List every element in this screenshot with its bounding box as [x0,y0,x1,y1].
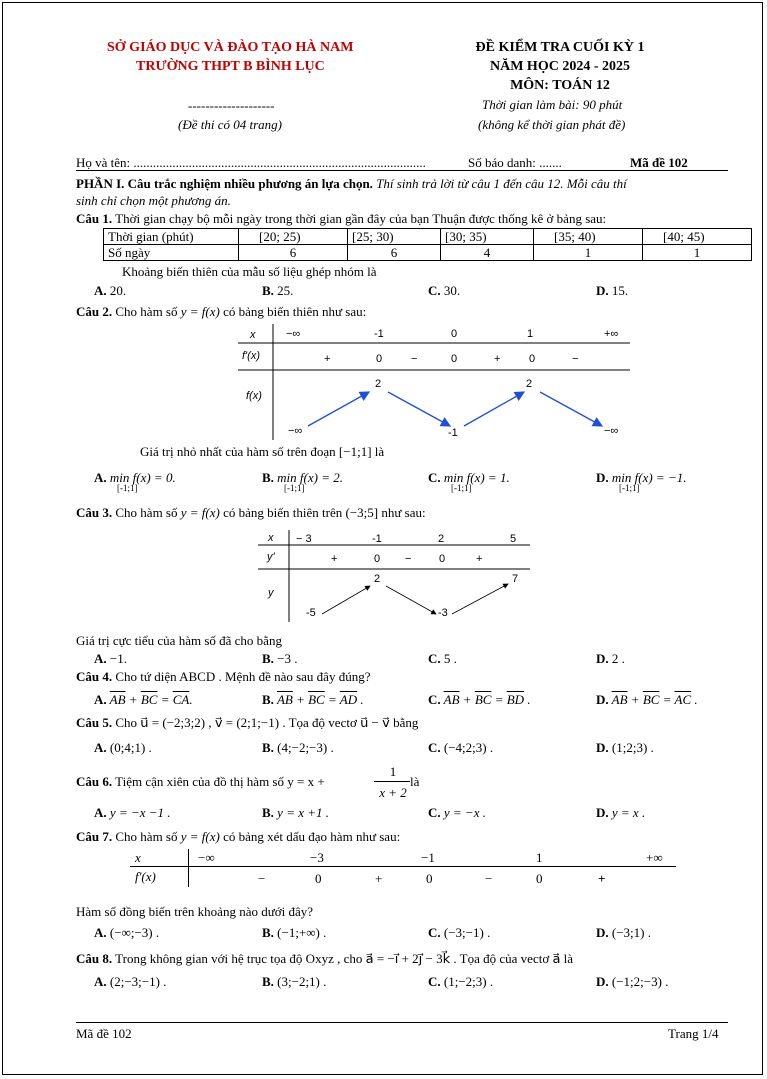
bbt-sign: 0 [439,553,446,565]
answer-label: B. [262,651,274,666]
sign-table-sign: − [485,871,493,886]
answer-label: D. [596,974,609,989]
q1-frequency-table [103,228,752,261]
bbt-y-value: 2 [374,573,381,585]
bbt-f-label: f(x) [246,390,262,402]
answer-label: D. [596,692,609,707]
answer-label: C. [428,692,441,707]
duration-note: (không kể thời gian phát đề) [478,117,626,132]
q7-answer-b[interactable] [262,925,326,941]
q6-answer-b[interactable] [262,805,329,821]
answer-text: min f(x) = −1. [611,470,687,485]
exam-code: Mã đề 102 [630,155,688,170]
answer-text: −3 . [273,651,298,666]
vector-term: $\overline{BC}$ [140,692,158,707]
school-year: NĂM HỌC 2024 - 2025 [490,59,630,74]
bbt-f-value: −∞ [604,425,619,437]
answer-text: (4;−2;−3) . [273,740,334,755]
bbt-f-value: 2 [526,378,533,390]
bbt-y-value: -3 [438,607,448,619]
answer-text: min f(x) = 0. [109,470,176,485]
q2-prompt [140,444,384,460]
answer-text: 2 . [608,651,625,666]
answer-label: B. [262,974,274,989]
q3-answer-d[interactable] [596,651,625,667]
sign-table-sign: + [375,871,383,886]
vector-term: $\overline{BC}$ [642,692,660,707]
q1-answer-c[interactable] [428,283,460,299]
answer-text: min f(x) = 2. [277,470,343,485]
answer-subscript: [-1;1] [619,483,640,493]
q3-label: Câu 3. [76,505,113,520]
table-cell: Thời gian (phút) [104,229,239,245]
q6-fraction-denominator: x + 2 [379,785,407,800]
q8-stem [76,951,573,967]
sign-table-sign: 0 [536,871,543,886]
answer-label: D. [596,651,609,666]
bbt-x-value: -1 [374,328,384,340]
bbt-sign: + [324,353,331,365]
q4-text: Cho tứ diện ABCD . Mệnh đề nào sau đây đúng? [112,669,371,684]
bbt-x-value: 1 [527,328,534,340]
student-id-field: Số báo danh: ....... [468,155,562,170]
answer-label: D. [596,805,609,820]
q6-label: Câu 6. [76,774,113,789]
q7-stem [76,829,400,845]
sign-table-sign: 0 [315,871,322,886]
q5-answer-b[interactable] [262,740,334,756]
q2-text-cont: có bảng biến thiên như sau: [219,304,367,319]
table-cell: 6 [239,245,348,261]
q3-text: Cho hàm số [112,505,181,520]
bbt-y-value: -5 [306,607,316,619]
answer-label: C. [428,805,441,820]
table-row [104,245,752,261]
answer-label: C. [428,283,441,298]
answer-label: A. [94,740,107,755]
subject: MÔN: TOÁN 12 [510,78,610,93]
q4-label: Câu 4. [76,669,113,684]
q2-prompt-text: Giá trị nhỏ nhất của hàm số trên đoạn [140,444,339,459]
student-name-field: Họ và tên: .......................................................................................... [76,155,426,170]
page-count-note: (Đề thi có 04 trang) [178,117,282,132]
q7-label: Câu 7. [76,829,113,844]
q3-interval: (−3;5] [345,505,379,520]
bbt-sign: − [572,353,579,365]
q7-answer-a[interactable] [94,925,159,941]
table-cell: 1 [643,245,752,261]
answer-label: A. [94,470,107,485]
q7-answer-d[interactable] [596,925,651,941]
q3-text-end: như sau: [378,505,426,520]
bbt-y-value: 7 [512,573,519,585]
q3-text-cont: có bảng biến thiên trên [219,505,346,520]
q6-answer-c[interactable] [428,805,486,821]
bbt-fp-label: f'(x) [242,350,260,362]
answer-label: B. [262,805,274,820]
header-divider [76,170,728,171]
answer-text: y = −x . [440,805,486,820]
sign-table-x-label: x [135,850,141,865]
answer-label: C. [428,925,441,940]
answer-label: D. [596,925,609,940]
table-cell: [30; 35) [441,229,534,245]
sign-table-sign: 0 [426,871,433,886]
bbt-x-value: − 3 [296,533,312,545]
sign-table-sign: + [598,871,606,886]
q7-text: Cho hàm số [112,829,181,844]
answer-label: D. [596,283,609,298]
q6-answer-a[interactable] [94,805,171,821]
q3-stem [76,505,426,521]
answer-text: (1;2;3) . [608,740,654,755]
sign-table-x-value: −3 [310,850,324,865]
answer-text: 20. [106,283,127,298]
table-cell: 4 [441,245,534,261]
table-cell: [40; 45) [643,229,752,245]
q8-answer-c[interactable] [428,974,493,990]
q2-function: y = f(x) [180,304,220,319]
bbt-x-value: -1 [372,533,382,545]
bbt-sign: + [476,553,483,565]
answer-label: C. [428,470,441,485]
q2-prompt-end: là [371,444,385,459]
answer-end: . [189,692,193,707]
q1-text: Thời gian chạy bộ mỗi ngày trong thời gian gần đây của bạn Thuận được thống kê ở bảng sau: [112,211,607,226]
bbt-sign: 0 [451,353,458,365]
sign-table-divider [130,866,676,867]
q5-answer-a[interactable] [94,740,152,756]
footer-page-number: Trang 1/4 [668,1026,719,1041]
q2-answer-b[interactable] [262,470,343,493]
q1-label: Câu 1. [76,211,113,226]
sign-table-x-value: −1 [421,850,435,865]
answer-text: (1;−2;3) . [440,974,494,989]
q7-text-cont: có bảng xét dấu đạo hàm như sau: [219,829,401,844]
exam-title: ĐỀ KIỂM TRA CUỐI KỲ 1 [475,40,645,55]
answer-text: (−1;2;−3) . [608,974,669,989]
answer-text: (−3;−1) . [440,925,491,940]
vector-term: $\overline{AB}$ [443,692,460,707]
part1-title: PHẦN I. Câu trắc nghiệm nhiều phương án lựa chọn. [76,176,373,191]
vector-term: $\overline{BC}$ [308,692,325,707]
bbt-x-value: 5 [510,533,517,545]
answer-text: y = x +1 . [273,805,330,820]
q7-answer-c[interactable] [428,925,490,941]
q2-text: Cho hàm số [112,304,181,319]
vector-term: $\overline{BD}$ [506,692,525,707]
answer-subscript: [-1;1] [284,483,305,493]
answer-label: B. [262,740,274,755]
table-cell: Số ngày [104,245,239,261]
answer-text: (3;−2;1) . [273,974,327,989]
table-cell: [20; 25) [239,229,348,245]
answer-label: B. [262,692,274,707]
q6-fraction-bar [374,781,410,782]
school-name: TRƯỜNG THPT B BÌNH LỤC [136,59,325,74]
bbt-yp-label: y' [267,551,275,563]
exam-duration: Thời gian làm bài: 90 phút [482,97,623,112]
q2-stem [76,304,366,320]
department-name: SỞ GIÁO DỤC VÀ ĐÀO TẠO HÀ NAM [107,40,354,55]
answer-label: A. [94,805,107,820]
footer-exam-code: Mã đề 102 [76,1026,132,1041]
answer-text: 25. [273,283,294,298]
q8-label: Câu 8. [76,951,113,966]
footer-divider [76,1022,728,1023]
q1-stem [76,211,606,227]
q4-answer-b[interactable]: B. $\overline{AB} + \overline{BC} = \overline{AD}$ . [262,692,364,707]
q1-answer-a[interactable] [94,283,126,299]
q3-answer-a[interactable] [94,651,127,667]
answer-subscript: [-1;1] [451,483,472,493]
q3-answer-c[interactable] [428,651,457,667]
answer-label: C. [428,651,441,666]
sign-table-x-value: 1 [536,850,543,865]
bbt-f-value: -1 [448,427,458,439]
q4-stem [76,669,370,685]
answer-end: . [357,692,364,707]
q2-interval: [−1;1] [338,444,372,459]
q5-stem [76,715,418,731]
answer-end: . [691,692,698,707]
q1-answer-d[interactable] [596,283,628,299]
q3-prompt: Giá trị cực tiểu của hàm số đã cho bằng [76,633,282,648]
answer-label: A. [94,283,107,298]
answer-text: y = −x −1 . [106,805,171,820]
vector-term: $\overline{AB}$ [276,692,293,707]
answer-label: B. [262,283,274,298]
table-cell: 1 [534,245,643,261]
bbt-x-label: x [268,532,274,544]
q5-text: Cho u⃗ = (−2;3;2) , v⃗ = (2;1;−1) . Tọa độ vectơ u⃗ − v⃗ bằng [112,715,419,730]
bbt-x-value: +∞ [604,328,619,340]
q2-answer-a[interactable] [94,470,176,493]
answer-label: B. [262,925,274,940]
q3-answer-b[interactable] [262,651,298,667]
bbt-sign: + [494,353,501,365]
bbt-sign: 0 [376,353,383,365]
sign-table-separator [188,849,189,887]
answer-text: 30. [440,283,461,298]
vector-term: $\overline{CA}$ [172,692,190,707]
answer-text: y = x . [608,805,646,820]
answer-text: min f(x) = 1. [443,470,510,485]
q8-answer-a[interactable] [94,974,166,990]
q1-answer-b[interactable] [262,283,293,299]
sign-table-fp-label: f'(x) [135,869,156,884]
q3-variation-table [258,528,533,624]
q8-answer-b[interactable] [262,974,326,990]
sign-table-x-value: −∞ [198,850,215,865]
vector-term: $\overline{AC}$ [674,692,692,707]
q2-label: Câu 2. [76,304,113,319]
part1-instruction: Thí sinh trả lời từ câu 1 đến câu 12. Mỗi câu thí [372,176,627,191]
bbt-x-label: x [250,329,256,341]
bbt-sign: 0 [529,353,536,365]
q8-text: Trong không gian với hệ trục tọa độ Oxyz , cho a⃗ = −i⃗ + 2j⃗ − 3k⃗ . Tọa độ của vectơ a⃗ là [112,951,574,966]
q7-prompt: Hàm số đồng biến trên khoảng nào dưới đây? [76,904,314,919]
table-cell: 6 [348,245,441,261]
q6-fraction-numerator: 1 [389,764,397,779]
q6-stem [76,774,325,790]
q8-answer-d[interactable] [596,974,668,990]
bbt-f-value: 2 [375,378,382,390]
q1-prompt: Khoảng biến thiên của mẫu số liệu ghép nhóm là [122,264,377,279]
q6-text-end: là [410,774,420,789]
bbt-sign: + [331,553,338,565]
q4-answer-c[interactable]: C. $\overline{AB} + \overline{BC} = \overline{BD}$ . [428,692,531,707]
answer-label: B. [262,470,274,485]
answer-label: A. [94,925,107,940]
header-dashes: -------------------- [188,98,275,113]
q4-answer-a[interactable]: A. $\overline{AB} + \overline{BC} = \overline{CA}$. [94,692,193,707]
q6-text: Tiệm cận xiên của đồ thị hàm số y = x + [112,774,325,789]
answer-text: (−3;1) . [608,925,651,940]
answer-text: (2;−3;−1) . [106,974,167,989]
answer-label: D. [596,740,609,755]
vector-term: $\overline{AB}$ [611,692,628,707]
bbt-sign: − [405,553,412,565]
bbt-f-value: −∞ [288,425,303,437]
part1-instruction-cont: sinh chỉ chọn một phương án. [76,193,231,208]
answer-label: A. [94,692,107,707]
answer-label: C. [428,740,441,755]
sign-table-x-value: +∞ [646,850,663,865]
answer-text: (0;4;1) . [106,740,152,755]
answer-label: C. [428,974,441,989]
answer-text: −1. [106,651,127,666]
q2-answer-d[interactable] [596,470,687,493]
vector-term: $\overline{AD}$ [339,692,358,707]
q5-answer-c[interactable] [428,740,493,756]
answer-subscript: [-1;1] [117,483,138,493]
answer-label: A. [94,974,107,989]
q3-function: y = f(x) [180,505,220,520]
answer-text: (−1;+∞) . [273,925,327,940]
vector-term: $\overline{BC}$ [474,692,492,707]
q5-label: Câu 5. [76,715,113,730]
sign-table-sign: − [258,871,266,886]
q4-answer-d[interactable]: D. $\overline{AB} + \overline{BC} = \overline{AC}$ . [596,692,698,707]
q5-answer-d[interactable] [596,740,654,756]
q2-variation-table [238,322,633,442]
bbt-y-label: y [268,587,274,599]
bbt-x-value: −∞ [286,328,301,340]
answer-text: 15. [608,283,629,298]
q6-answer-d[interactable] [596,805,645,821]
q7-function: y = f(x) [180,829,220,844]
answer-text: (−∞;−3) . [106,925,160,940]
table-cell: [25; 30) [348,229,441,245]
bbt-sign: 0 [374,553,381,565]
answer-end: . [524,692,531,707]
answer-text: 5 . [440,651,457,666]
table-cell: [35; 40) [534,229,643,245]
bbt-x-value: 0 [451,328,458,340]
vector-term: $\overline{AB}$ [109,692,126,707]
answer-text: (−4;2;3) . [440,740,494,755]
bbt-x-value: 2 [438,533,445,545]
answer-label: D. [596,470,609,485]
part1-heading [76,176,627,192]
q2-answer-c[interactable] [428,470,510,493]
table-row [104,229,752,245]
bbt-sign: − [411,353,418,365]
answer-label: A. [94,651,107,666]
